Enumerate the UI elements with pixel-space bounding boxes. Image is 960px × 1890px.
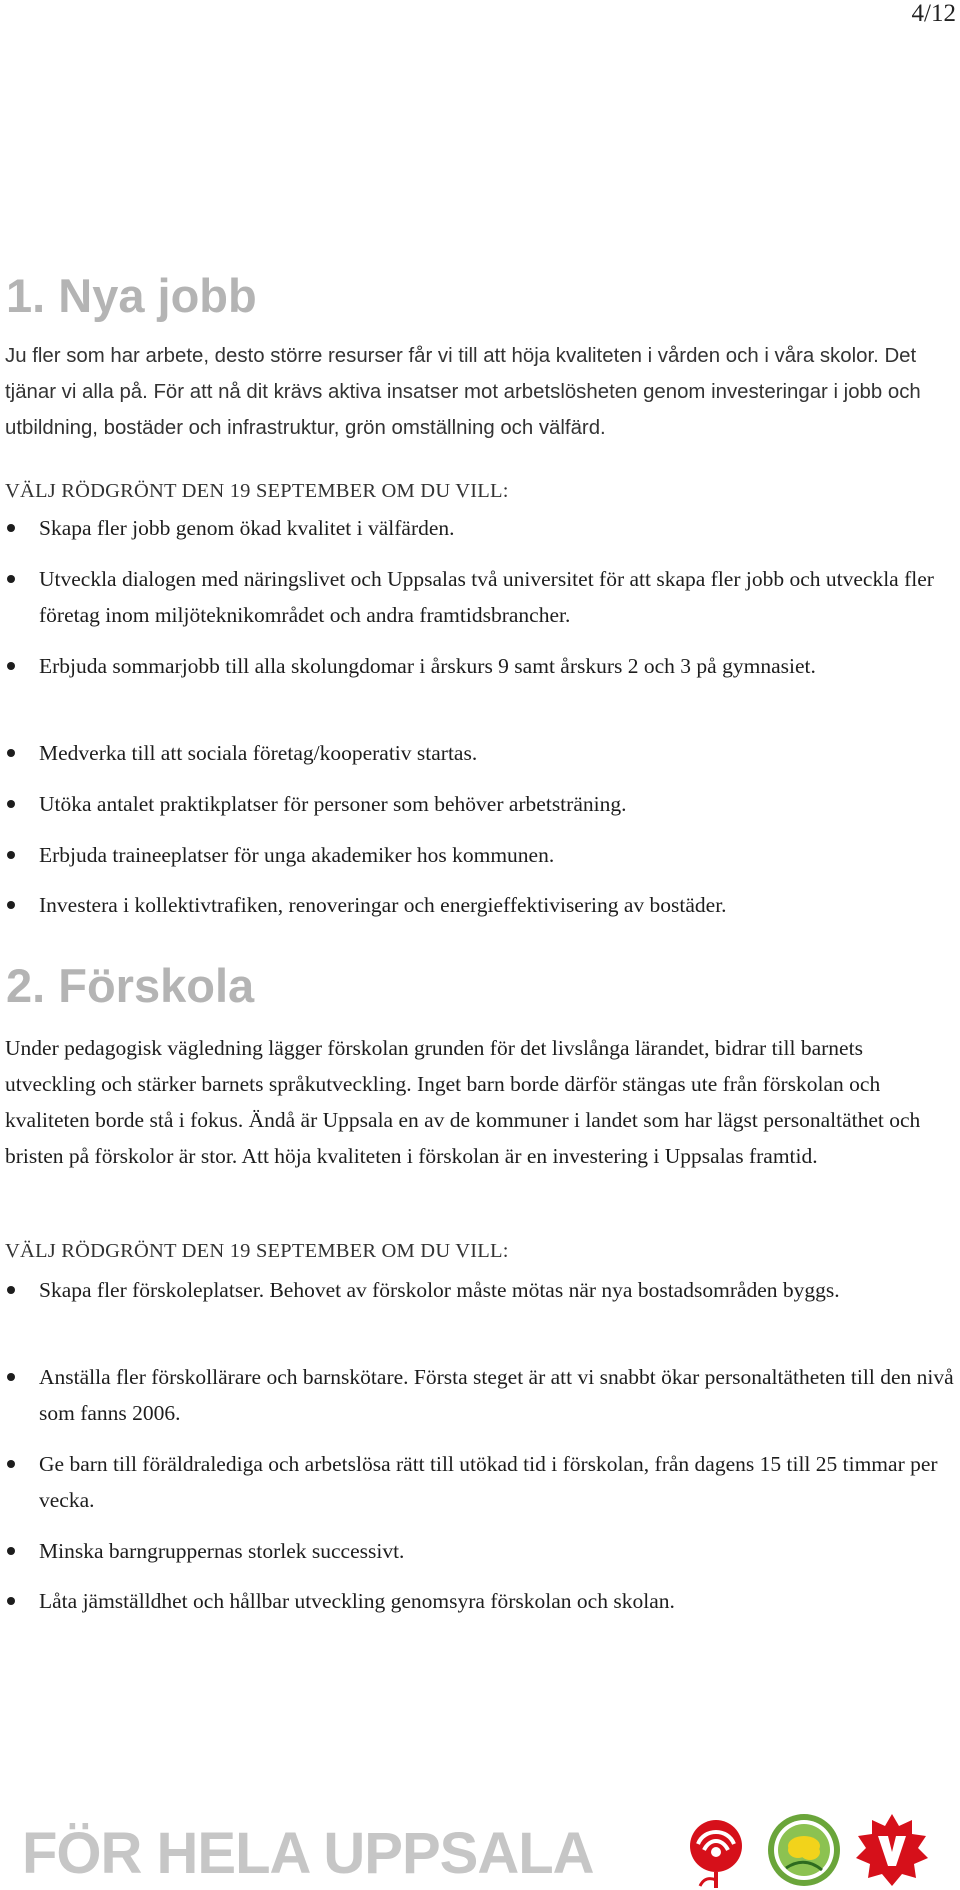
list-item: Investera i kollektivtrafiken, renoveringar och energieffektivisering av bostäder. bbox=[0, 887, 955, 923]
bullet-dot-icon bbox=[7, 1597, 15, 1605]
bullet-dot-icon bbox=[7, 524, 15, 532]
list-item: Minska barngruppernas storlek successivt. bbox=[0, 1533, 955, 1569]
page-number: 4/12 bbox=[911, 0, 956, 27]
list-item: Utöka antalet praktikplatser för personer som behöver arbetsträning. bbox=[0, 786, 955, 822]
bullet-dot-icon bbox=[7, 1460, 15, 1468]
bullet-dot-icon bbox=[7, 1547, 15, 1555]
callout-nya-jobb: VÄLJ RÖDGRÖNT DEN 19 SEPTEMBER OM DU VILL: bbox=[5, 480, 509, 502]
list-item: Anställa fler förskollärare och barnskötare. Första steget är att vi snabbt ökar personaltätheten till den nivå som fanns 2006. bbox=[0, 1359, 955, 1431]
list-item: Skapa fler jobb genom ökad kvalitet i välfärden. bbox=[0, 510, 955, 546]
rose-logo-icon bbox=[676, 1810, 756, 1890]
v-logo-icon bbox=[852, 1810, 932, 1890]
bullet-dot-icon bbox=[7, 800, 15, 808]
bullet-dot-icon bbox=[7, 901, 15, 909]
list-item: Erbjuda traineeplatser för unga akademiker hos kommunen. bbox=[0, 837, 955, 873]
list-item: Erbjuda sommarjobb till alla skolungdomar i årskurs 9 samt årskurs 2 och 3 på gymnasiet. bbox=[0, 648, 955, 684]
bullet-dot-icon bbox=[7, 851, 15, 859]
bullet-dot-icon bbox=[7, 749, 15, 757]
bullet-dot-icon bbox=[7, 662, 15, 670]
footer-slogan: FÖR HELA UPPSALA bbox=[22, 1821, 594, 1886]
list-item: Ge barn till föräldralediga och arbetslösa rätt till utökad tid i förskolan, från dagens 15 till 25 timmar per vecka. bbox=[0, 1446, 955, 1518]
list-item: Låta jämställdhet och hållbar utveckling genomsyra förskolan och skolan. bbox=[0, 1583, 955, 1619]
bullet-dot-icon bbox=[7, 575, 15, 583]
section-intro-forskola: Under pedagogisk vägledning lägger förskolan grunden för det livslånga lärandet, bidrar till barnets utveckling och stärker barnets språkutveckling. Inget barn borde därför stängas ute från förskolan och kvaliteten borde stå i fokus. Ändå är Uppsala en av de kommuner i landet som har lägst personaltäthet och bristen på förskolor är stor. Att höja kvaliteten i förskolan är en investering i Uppsalas framtid. bbox=[5, 1036, 921, 1168]
list-item: Utveckla dialogen med näringslivet och Uppsalas två universitet för att skapa fler jobb och utveckla fler företag inom miljöteknikområdet och andra framtidsbrancher. bbox=[0, 561, 955, 633]
list-item: Medverka till att sociala företag/kooperativ startas. bbox=[0, 735, 955, 771]
dandelion-logo-icon bbox=[764, 1810, 844, 1890]
section-heading-nya-jobb: 1. Nya jobb bbox=[6, 269, 257, 322]
section-intro-nya-jobb: Ju fler som har arbete, desto större resurser får vi till att höja kvaliteten i vården och i våra skolor. Det tjänar vi alla på. För att nå dit krävs aktiva insatser mot arbetslösheten genom investeringar i jobb och utbildning, bostäder och infrastruktur, grön omställning och välfärd. bbox=[5, 345, 921, 439]
bullet-dot-icon bbox=[7, 1373, 15, 1381]
section-heading-forskola: 2. Förskola bbox=[6, 959, 255, 1012]
list-item: Skapa fler förskoleplatser. Behovet av förskolor måste mötas när nya bostadsområden byggs. bbox=[0, 1272, 955, 1308]
callout-forskola: VÄLJ RÖDGRÖNT DEN 19 SEPTEMBER OM DU VILL: bbox=[5, 1240, 509, 1262]
bullet-dot-icon bbox=[7, 1286, 15, 1294]
